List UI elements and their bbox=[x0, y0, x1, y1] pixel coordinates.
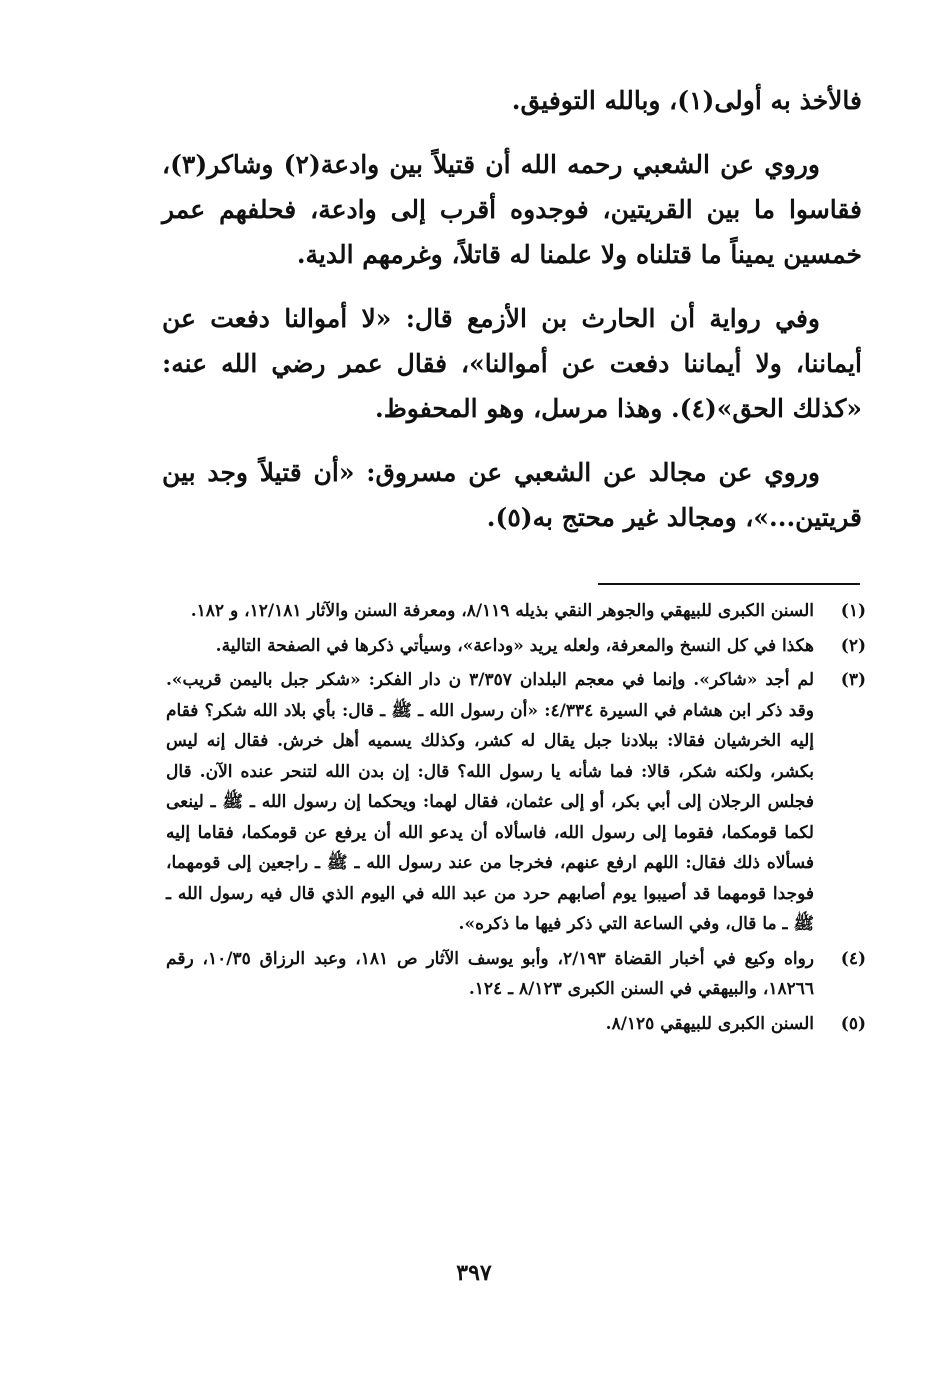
page-number: ٣٩٧ bbox=[456, 1260, 492, 1286]
main-text bbox=[162, 78, 862, 559]
footnote-number: (٤) bbox=[840, 948, 866, 969]
paragraph-2: وروي عن الشعبي رحمه الله أن قتيلاً بين وادعة(٢) وشاكر(٣)، فقاسوا ما بين القريتين، فوجدوه أقرب إلى وادعة، فحلفهم عمر خمسين يميناً ما قتلناه ولا علمنا له قاتلاً، وغرمهم الدية. bbox=[162, 150, 862, 269]
footnote-text: لم أجد «شاكر». وإنما في معجم البلدان ٣/٣٥٧ ن دار الفكر: «شكر جبل باليمن قريب». وقد ذكر ابن هشام في السيرة ٤/٣٣٤: «أن رسول الله ـ ﷺ ـ قال: بأي بلاد الله شكر؟ فقام إليه الخرشيان فقالا: ببلادنا جبل يقال له كشر، وكذلك يسميه أهل خرش. فقال إنه ليس بكشر، ولكنه شكر، قالا: فما شأنه يا رسول الله؟ قال: إن بدن الله لتنحر عنده الآن. قال فجلس الرجلان إلى أبي بكر، أو إلى عثمان، فقال لهما: ويحكما إن رسول الله ـ ﷺ ـ لينعى لكما قومكما، فقوما إلى رسول الله، فاسألاه أن يدعو الله أن يرفع عن قومكما، فقاما إليه فسألاه ذلك فقال: اللهم ارفع عنهم، فخرجا من عند رسول الله ـ ﷺ ـ راجعين إلى قومهما، فوجدا قومهما قد أصيبوا يوم أصابهم حرد من عبد الله في اليوم الذي قال فيه رسول الله ـ ﷺ ـ ما قال، وفي الساعة التي ذكر فيها ما ذكره». bbox=[166, 670, 814, 934]
footnote-5 bbox=[166, 1009, 866, 1040]
footnote-4 bbox=[166, 944, 866, 1005]
footnote-number: (١) bbox=[840, 601, 866, 621]
footnote-text: السنن الكبرى للبيهقي ٨/١٢٥. bbox=[605, 1013, 814, 1034]
footnote-text: رواه وكيع في أخبار القضاة ٢/١٩٣، وأبو يوسف الآثار ص ١٨١، وعبد الرزاق ١٠/٣٥، رقم ١٨٢٦٦، والبيهقي في السنن الكبرى ٨/١٢٣ ـ ١٢٤. bbox=[166, 948, 814, 999]
footnote-text: هكذا في كل النسخ والمعرفة، ولعله يريد «وداعة»، وسيأتي ذكرها في الصفحة التالية. bbox=[215, 635, 814, 656]
footnote-number: (٣) bbox=[840, 670, 866, 690]
footnote-text: السنن الكبرى للبيهقي والجوهر النقي بذيله ٨/١١٩، ومعرفة السنن والآثار ١٢/١٨١، و ١٨٢. bbox=[190, 601, 814, 621]
footnotes bbox=[166, 596, 866, 1043]
footnote-3 bbox=[166, 665, 866, 940]
paragraph-4: وروي عن مجالد عن الشعبي عن مسروق: «أن قتيلاً وجد بين قريتين...»، ومجالد غير محتج به(٥). bbox=[162, 458, 862, 532]
footnote-separator bbox=[598, 583, 860, 585]
footnote-2 bbox=[166, 631, 866, 662]
footnote-number: (٢) bbox=[840, 635, 866, 656]
footnote-number: (٥) bbox=[840, 1013, 866, 1034]
paragraph-3: وفي رواية أن الحارث بن الأزمع قال: «لا أموالنا دفعت عن أيماننا، ولا أيماننا دفعت عن أموالنا»، فقال عمر رضي الله عنه: «كذلك الحق»(٤). وهذا مرسل، وهو المحفوظ. bbox=[162, 304, 862, 423]
footnote-1 bbox=[166, 596, 866, 627]
paragraph-1: فالأخذ به أولى(١)، وبالله التوفيق. bbox=[511, 86, 862, 115]
